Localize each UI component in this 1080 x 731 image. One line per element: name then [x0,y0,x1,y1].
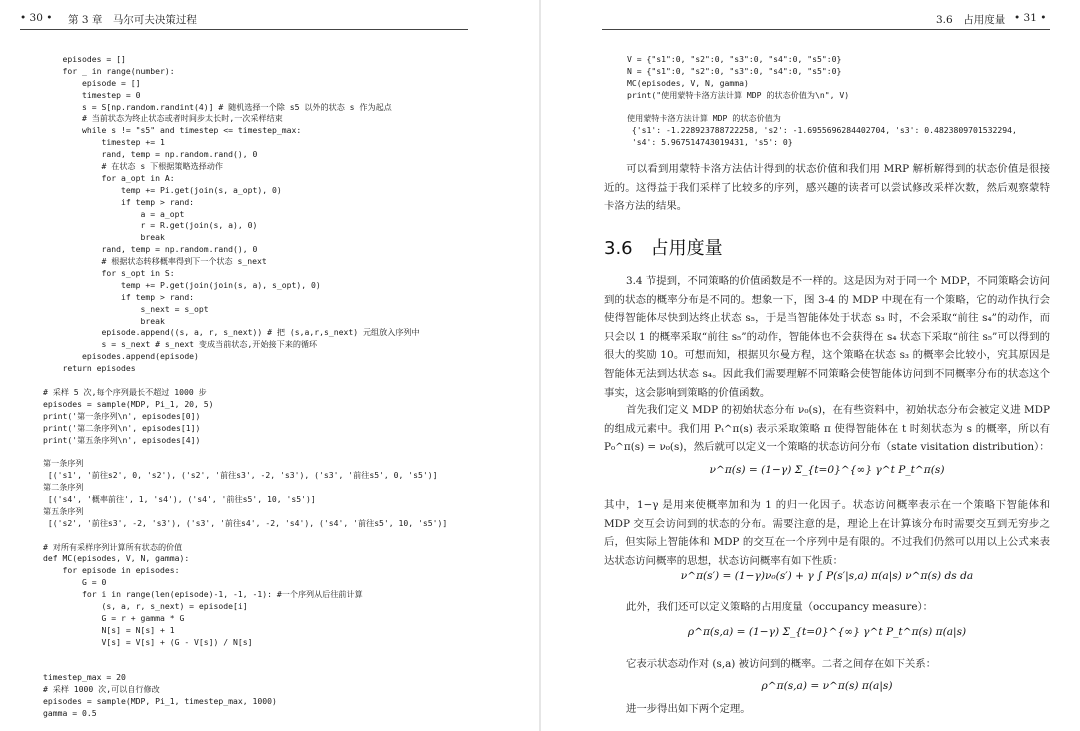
code-line: V[s] = V[s] + (G - V[s]) / N[s] [43,636,253,647]
left-header-rule [20,29,468,30]
code-line: s_next = s_opt [43,303,209,314]
code-line: episodes = sample(MDP, Pi_1, 20, 5) [43,398,214,409]
paragraph-initial-distribution: 首先我们定义 MDP 的初始状态分布 ν₀(s)，在有些资料中，初始状态分布会被定义进 MDP 的组成元素中。我们用 Pₜ^π(s) 表示采取策略 π 使得智能体在 t 时刻状态为 s 的概率，所以有 P₀^π(s) = ν₀(s)，然后就可以定义一个策略的状态访问分布（state visitation distribution）： [604,404,1050,454]
code-line: 第五条序列 [43,505,84,516]
paragraph-occupancy-intro: 此外，我们还可以定义策略的占用度量（occupancy measure）： [626,601,934,613]
paragraph-theorems: 进一步得出如下两个定理。 [626,703,751,715]
code-line: episodes = sample(MDP, Pi_1, timestep_max, 1000) [43,696,277,707]
code-line: [('s2', '前往s3', -2, 's3'), ('s3', '前往s4', -2, 's4'), ('s4', '前往s5', 10, 's5')] [43,517,448,528]
code-line: for i in range(len(episode)-1, -1, -1): #一个序列从后往前计算 [43,589,363,600]
code-line: def MC(episodes, V, N, gamma): [43,553,190,564]
code-line: while s != "s5" and timestep <= timestep_max: [43,125,302,136]
code-line: for episode in episodes: [43,565,180,576]
code-line: for a_opt in A: [43,172,175,183]
code-line: if temp > rand: [43,196,195,207]
code-line: break [43,232,165,243]
code-line: timestep += 1 [43,137,165,148]
code-line: print('第一条序列\n', episodes[0]) [43,410,201,421]
code-line [43,649,447,661]
code-line: {'s1': -1.228923788722258, 's2': -1.6955696284402704, 's3': 0.4823809701532294, [627,125,1017,136]
code-line: # 采样 5 次,每个序列最长不超过 1000 步 [43,386,207,397]
code-line: # 根据状态转移概率得到下一个状态 s_next [43,256,267,267]
code-line [43,660,447,672]
code-line: for _ in range(number): [43,65,175,76]
code-line [43,446,447,458]
right-page-number: • 31 • [1014,12,1047,24]
equation-occupancy-measure: ρ^π(s,a) = (1−γ) Σ_{t=0}^{∞} γ^t P_t^π(s) π(a|s) [687,626,967,638]
right-code-block [627,54,1017,149]
left-chapter-title: 第 3 章 马尔可夫决策过程 [68,14,197,26]
code-line: G = r + gamma * G [43,612,185,623]
code-line: (s, a, r, s_next) = episode[i] [43,600,248,611]
code-line: if temp > rand: [43,291,195,302]
code-line: [('s1', '前往s2', 0, 's2'), ('s2', '前往s3', -2, 's3'), ('s3', '前往s5', 0, 's5')] [43,470,438,481]
code-line: 使用蒙特卡洛方法计算 MDP 的状态价值为 [627,113,781,124]
code-line: s = s_next # s_next 变成当前状态,开始接下来的循环 [43,339,318,350]
code-line: # 采样 1000 次,可以自行修改 [43,684,160,695]
left-code-block [43,54,447,720]
code-line: timestep_max = 20 [43,672,126,683]
code-line: # 对所有采样序列计算所有状态的价值 [43,541,183,552]
right-header-rule [602,29,1050,30]
code-line: timestep = 0 [43,89,141,100]
code-line: V = {"s1":0, "s2":0, "s3":0, "s4":0, "s5":0} [627,54,842,64]
code-line: s = S[np.random.randint(4)] # 随机选择一个除 s5 以外的状态 s 作为起点 [43,101,392,112]
code-line: # 当前状态为终止状态或者时间步太长时,一次采样结束 [43,113,283,124]
code-line: # 在状态 s 下根据策略选择动作 [43,161,223,172]
code-line: a = a_opt [43,208,185,219]
code-line [627,102,1017,114]
left-page-number: • 30 • [20,12,53,24]
code-line: episode.append((s, a, r, s_next)) # 把 (s,a,r,s_next) 元组放入序列中 [43,327,420,338]
code-line: temp += P.get(join(join(s, a), s_opt), 0) [43,279,321,290]
section-heading: 3.6 占用度量 [604,238,723,259]
code-line [43,375,447,387]
code-line: for s_opt in S: [43,268,175,279]
code-line: [('s4', '概率前往', 1, 's4'), ('s4', '前往s5', 10, 's5')] [43,493,316,504]
right-section-header: 3.6 占用度量 [936,14,1006,26]
paragraph-normalization: 其中，1−γ 是用来使概率加和为 1 的归一化因子。状态访问概率表示在一个策略下智能体和 MDP 交互会访问到的状态的分布。需要注意的是，理论上在计算该分布时需要交互到无穷步之后，但实际上智能体和 MDP 的交互在一个序列中是有限的。不过我们仍然可以用以上公式来表达状态访问概率的思想，状态访问概率有如下性质： [604,499,1050,567]
code-line: 第二条序列 [43,482,84,493]
code-line: 's4': 5.967514743019431, 's5': 0} [627,137,793,148]
code-line: print("使用蒙特卡洛方法计算 MDP 的状态价值为\n", V) [627,89,850,100]
code-line: episodes.append(episode) [43,351,199,362]
code-line: G = 0 [43,577,107,588]
equation-state-visitation: ν^π(s) = (1−γ) Σ_{t=0}^{∞} γ^t P_t^π(s) [709,464,945,476]
code-line: rand, temp = np.random.rand(), 0 [43,244,258,255]
code-line: gamma = 0.5 [43,707,97,718]
code-line: print('第二条序列\n', episodes[1]) [43,422,201,433]
equation-relation: ρ^π(s,a) = ν^π(s) π(a|s) [761,680,893,692]
code-line: temp += Pi.get(join(s, a_opt), 0) [43,184,282,195]
code-line [43,530,447,542]
paragraph-relation: 它表示状态动作对 (s,a) 被访问到的概率。二者之间存在如下关系： [626,658,937,670]
code-line: MC(episodes, V, N, gamma) [627,77,749,88]
code-line: 第一条序列 [43,458,84,469]
paragraph-policy-distribution: 3.4 节提到，不同策略的价值函数是不一样的。这是因为对于同一个 MDP，不同策略会访问到的状态的概率分布是不同的。想象一下，图 3-4 的 MDP 中现在有一个策略，它的动作执行会使得智能体尽快到达终止状态 s₅，于是当智能体处于状态 s₃ 时，不会采取“前往 s₄”的动作，而只会以 1 的概率采取“前往 s₅”的动作，智能体也不会获得在 s₄ 状态下采取“前往 s₅”可以得到的很大的奖励 10。可想而知，根据贝尔曼方程，这个策略在状态 s₃ 的概率会比较小，究其原因是智能体无法到达状态 s₄。因此我们需要理解不同策略会使智能体访问到不同概率分布的状态这个事实，这会影响到策略的价值函数。 [604,275,1050,399]
code-line: N = {"s1":0, "s2":0, "s3":0, "s4":0, "s5":0} [627,65,842,76]
code-line: episodes = [] [43,54,126,64]
code-line: r = R.get(join(s, a), 0) [43,220,258,231]
code-line: print('第五条序列\n', episodes[4]) [43,434,201,445]
paragraph-mc-summary: 可以看到用蒙特卡洛方法估计得到的状态价值和我们用 MRP 解析解得到的状态价值是很接近的。这得益于我们采样了比较多的序列，感兴趣的读者可以尝试修改采样次数，然后观察蒙特卡洛方法的结果。 [604,163,1050,213]
equation-visitation-property: ν^π(s′) = (1−γ)ν₀(s′) + γ ∫ P(s′|s,a) π(a|s) ν^π(s) ds da [680,570,974,582]
code-line: N[s] = N[s] + 1 [43,624,175,635]
code-line: episode = [] [43,77,141,88]
code-line: break [43,315,165,326]
code-line: return episodes [43,363,136,374]
code-line: rand, temp = np.random.rand(), 0 [43,149,258,160]
